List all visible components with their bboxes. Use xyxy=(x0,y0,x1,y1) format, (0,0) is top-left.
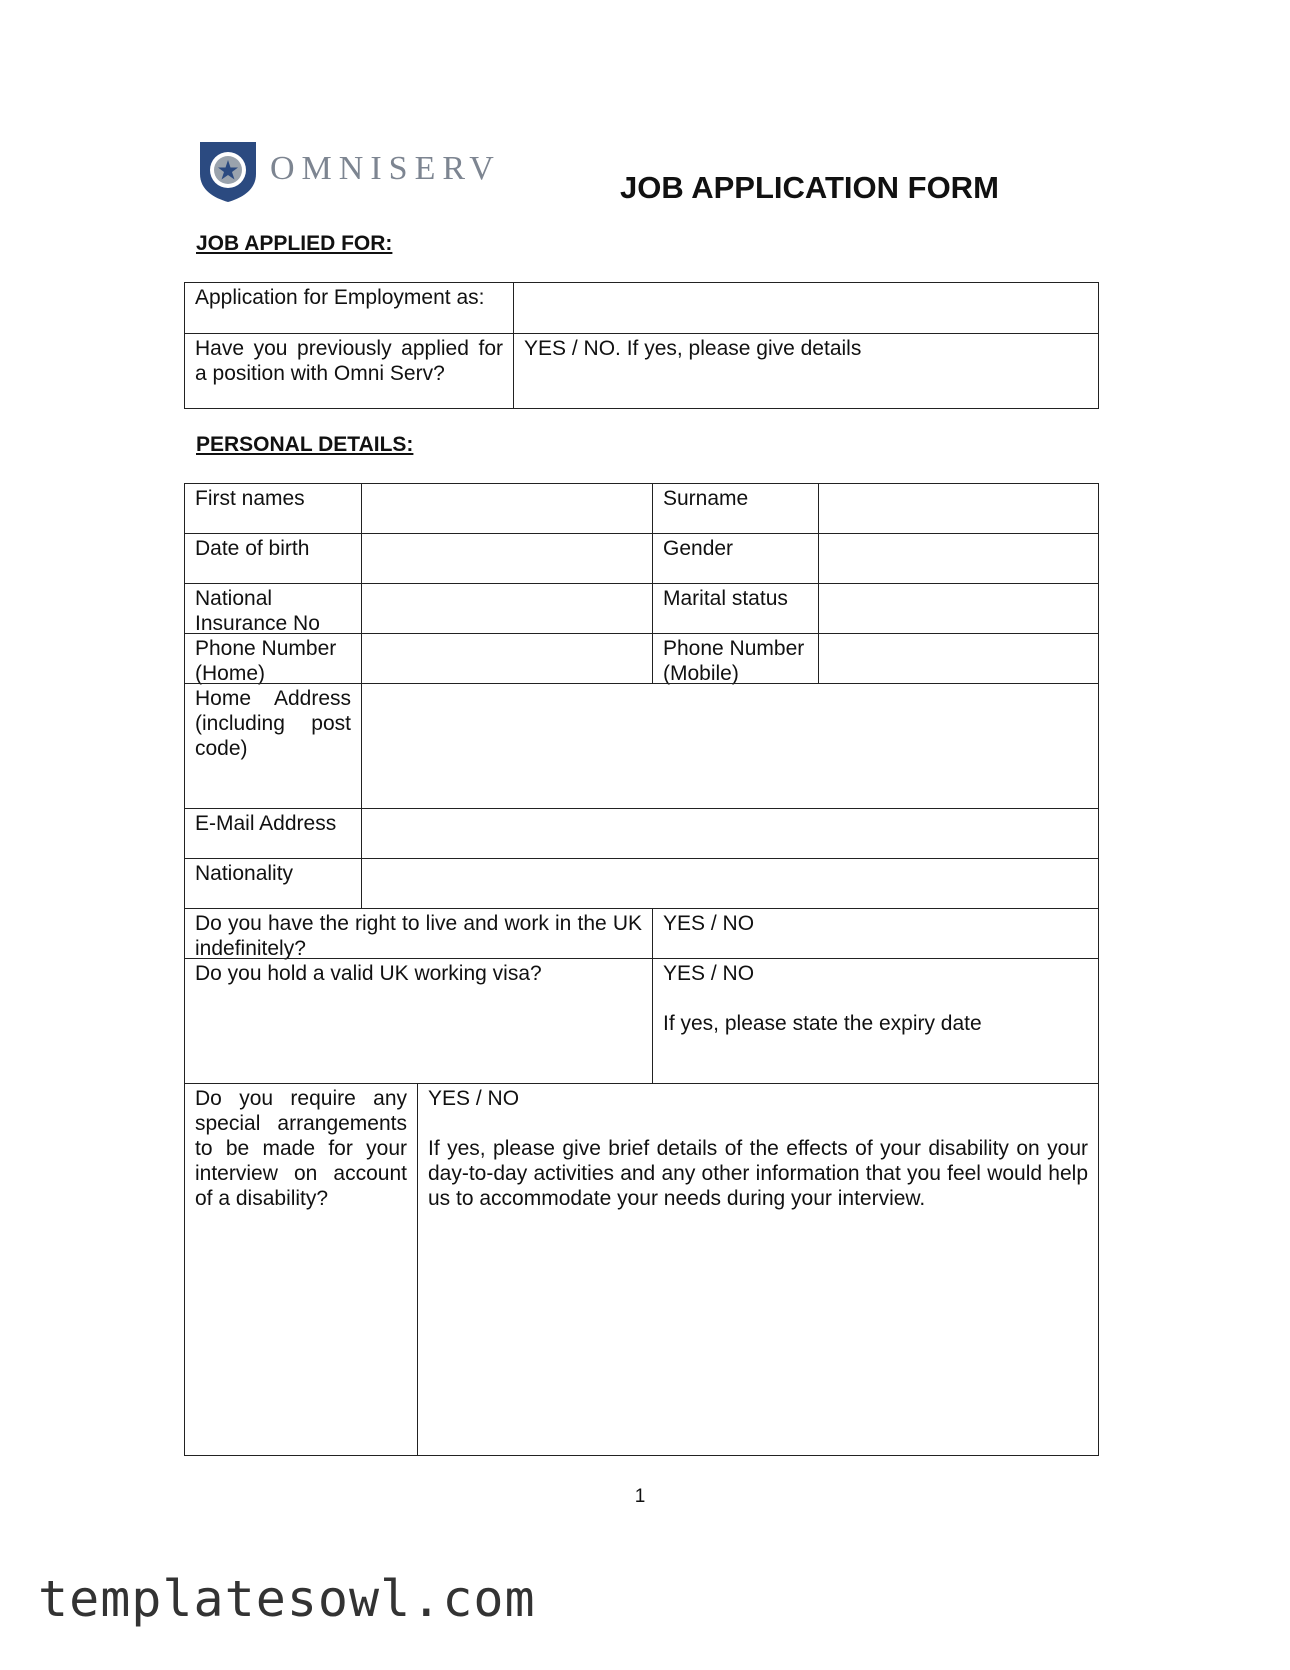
right-to-work-label: Do you have the right to live and work in the UK indefinitely? xyxy=(184,908,653,959)
visa-label: Do you hold a valid UK working visa? xyxy=(184,958,653,1084)
address-label: Home Address (including post code) xyxy=(184,683,362,809)
section-heading-job: JOB APPLIED FOR: xyxy=(196,232,393,255)
nationality-field[interactable] xyxy=(361,858,1099,909)
first-names-field[interactable] xyxy=(361,483,653,534)
address-field[interactable] xyxy=(361,683,1099,809)
page-number: 1 xyxy=(634,1486,646,1507)
marital-label: Marital status xyxy=(652,583,819,634)
surname-field[interactable] xyxy=(818,483,1099,534)
disability-yes-no: YES / NO xyxy=(428,1087,520,1110)
previous-application-label: Have you previously applied for a position with Omni Serv? xyxy=(184,333,514,409)
phone-mobile-label: Phone Number (Mobile) xyxy=(652,633,819,684)
gender-label: Gender xyxy=(652,533,819,584)
section-heading-personal: PERSONAL DETAILS: xyxy=(196,433,414,456)
nationality-label: Nationality xyxy=(184,858,362,909)
right-to-work-field[interactable]: YES / NO xyxy=(652,908,1099,959)
surname-label: Surname xyxy=(652,483,819,534)
disability-field[interactable] xyxy=(417,1083,1099,1456)
employment-label: Application for Employment as: xyxy=(184,282,514,334)
page-title: JOB APPLICATION FORM xyxy=(620,170,999,205)
ni-label: National Insurance No xyxy=(184,583,362,634)
watermark: templatesowl.com xyxy=(38,1570,536,1628)
omniserv-logo xyxy=(198,140,501,210)
marital-field[interactable] xyxy=(818,583,1099,634)
email-label: E-Mail Address xyxy=(184,808,362,859)
phone-mobile-field[interactable] xyxy=(818,633,1099,684)
visa-expiry-prompt: If yes, please state the expiry date xyxy=(663,1012,982,1035)
previous-application-field[interactable]: YES / NO. If yes, please give details xyxy=(513,333,1099,409)
employment-field[interactable] xyxy=(513,282,1099,334)
email-field[interactable] xyxy=(361,808,1099,859)
logo-wordmark: OMNISERV xyxy=(270,150,501,187)
visa-yes-no: YES / NO xyxy=(663,962,755,985)
disability-label: Do you require any special arrangements to be made for your interview on account of a disability? xyxy=(184,1083,418,1456)
first-names-label: First names xyxy=(184,483,362,534)
disability-details-prompt: If yes, please give brief details of the effects of your disability on your day-to-day activities and any other information that you feel would help us to accommodate your needs during your interview. xyxy=(428,1137,1088,1210)
phone-home-label: Phone Number (Home) xyxy=(184,633,362,684)
ni-field[interactable] xyxy=(361,583,653,634)
phone-home-field[interactable] xyxy=(361,633,653,684)
shield-icon xyxy=(198,140,258,204)
visa-field[interactable] xyxy=(652,958,1099,1084)
dob-label: Date of birth xyxy=(184,533,362,584)
gender-field[interactable] xyxy=(818,533,1099,584)
dob-field[interactable] xyxy=(361,533,653,584)
